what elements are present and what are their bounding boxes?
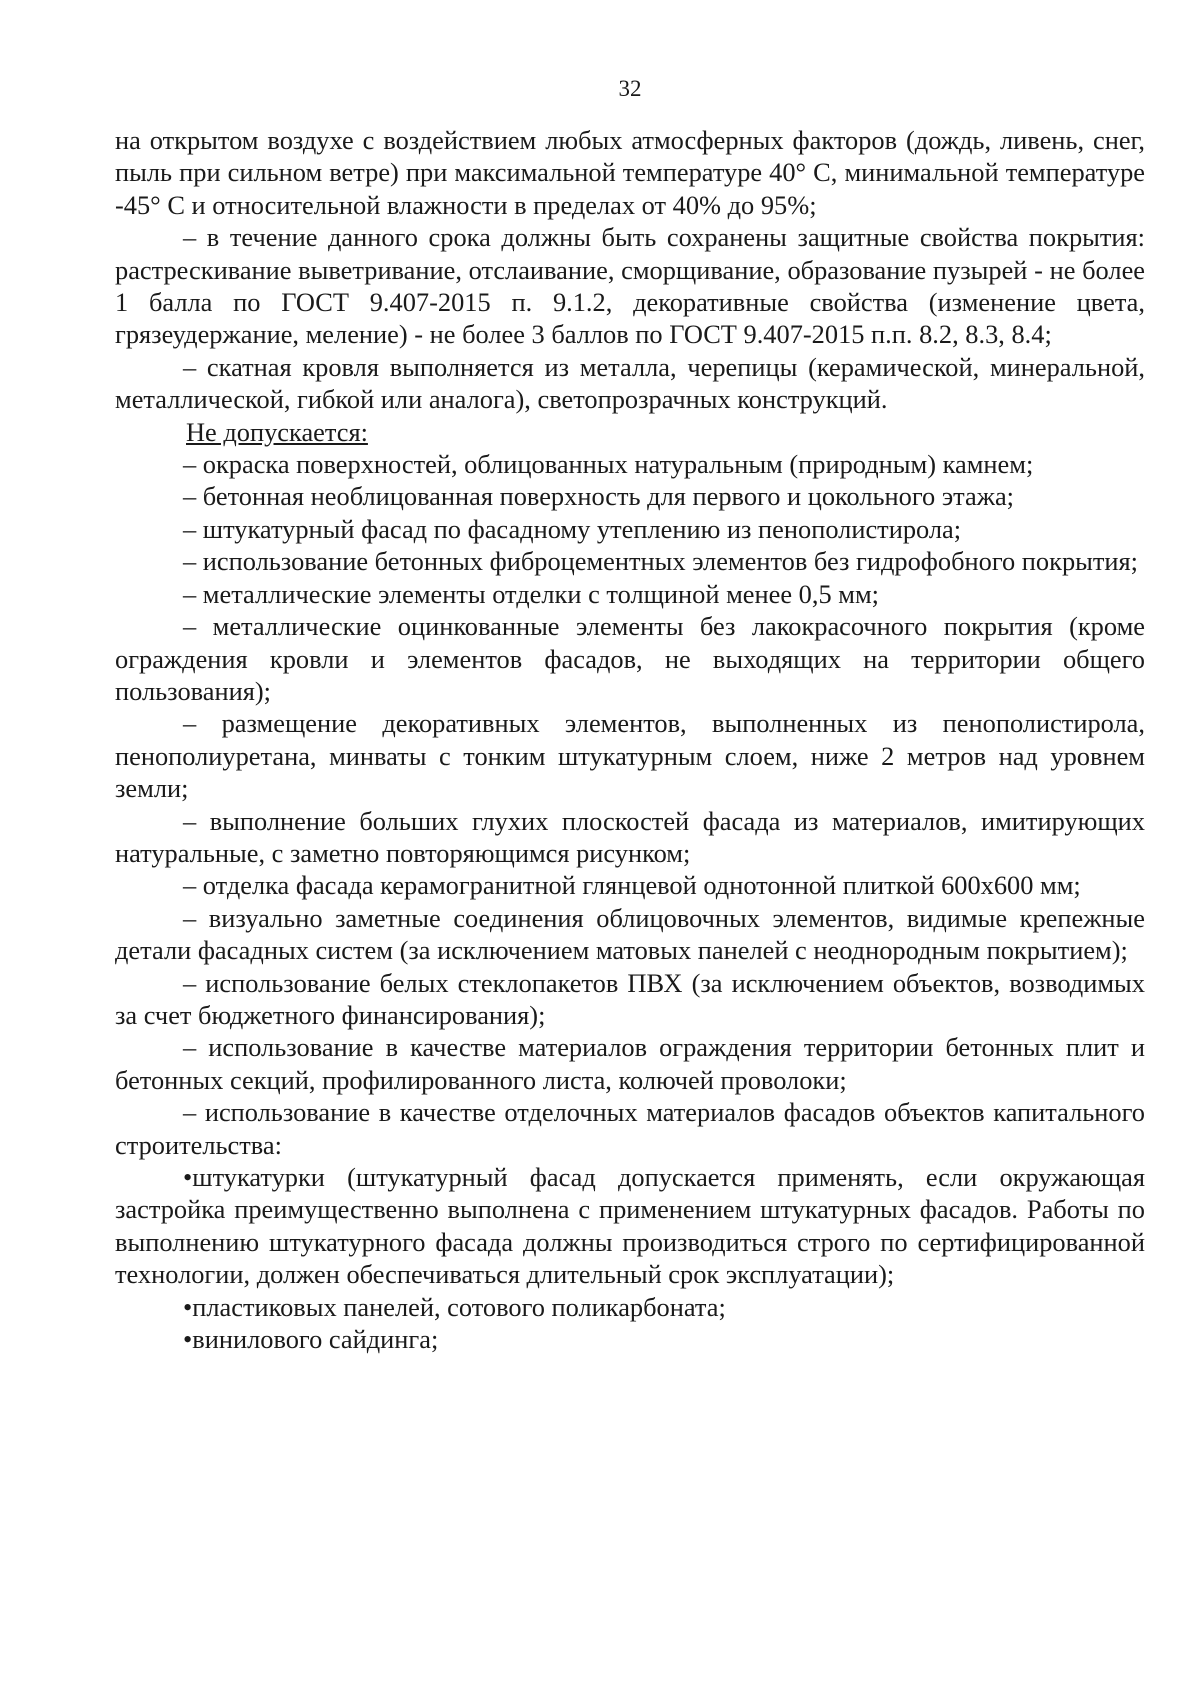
page-number: 32 [618,76,642,101]
heading-text: Не допускается: [186,416,368,447]
bullet-item [115,1161,1145,1291]
bullet-text: штукатурки (штукатурный фасад допускается применять, если окружающая застройка преимущественно выполнена с применением штукатурных фасадов. Работы по выполнению штукатурного фасада должны производиться строго по сертифицированной технологии, должен обеспечиваться длительный срок эксплуатации); [115,1162,1145,1290]
list-item: – использование белых стеклопакетов ПВХ (за исключением объектов, возводимых за счет бюджетного финансирования); [115,967,1145,1030]
list-item: – визуально заметные соединения облицовочных элементов, видимые крепежные детали фасадных систем (за исключением матовых панелей с неоднородным покрытием); [115,902,1145,966]
document-body [115,124,1145,1355]
paragraph-intro: на открытом воздухе с воздействием любых атмосферных факторов (дождь, ливень, снег, пыль при сильном ветре) при максимальной температуре 40° С, минимальной температуре -45° С и относительной влажности в пределах от 40% до 95%; [115,125,1145,220]
bullet-item [115,1291,1145,1323]
bullet-icon: • [183,1291,193,1322]
list-item: – окраска поверхностей, облицованных натуральным (природным) камнем; [183,449,1034,480]
list-item: – металлические оцинкованные элементы без лакокрасочного покрытия (кроме ограждения кровли и элементов фасадов, не выходящих на территории общего пользования); [115,611,1145,706]
bullet-text: винилового сайдинга; [192,1324,439,1355]
paragraph-protective-properties: – в течение данного срока должны быть сохранены защитные свойства покрытия: растрескивание выветривание, отслаивание, сморщивание, образование пузырей - не более 1 балла по ГОСТ 9.407-2015 п. 9.1.2, декоративные свойства (изменение цвета, грязеудержание, меление) - не более 3 баллов по ГОСТ 9.407-2015 п.п. 8.2, 8.3, 8.4; [115,222,1145,350]
list-item: – штукатурный фасад по фасадному утеплению из пенополистирола; [183,513,962,544]
list-item: – использование в качестве материалов ограждения территории бетонных плит и бетонных секций, профилированного листа, колючей проволоки; [115,1032,1145,1095]
section-heading-not-allowed [115,416,1145,448]
list-item: – выполнение больших глухих плоскостей фасада из материалов, имитирующих натуральные, с заметно повторяющимся рисунком; [115,805,1145,868]
list-item: – размещение декоративных элементов, выполненных из пенополистирола, пенополиуретана, минваты с тонким штукатурным слоем, ниже 2 метров над уровнем земли; [115,708,1145,804]
bullet-item [115,1323,1145,1355]
list-item: – использование в качестве отделочных материалов фасадов объектов капитального строительства: [115,1097,1145,1160]
bullet-text: пластиковых панелей, сотового поликарбоната; [192,1291,726,1322]
bullet-icon: • [183,1162,193,1192]
list-item: – бетонная необлицованная поверхность для первого и цокольного этажа; [183,481,1015,512]
list-item: – отделка фасада керамогранитной глянцевой однотонной плиткой 600х600 мм; [183,870,1081,901]
list-item: – металлические элементы отделки с толщиной менее 0,5 мм; [183,578,879,609]
paragraph-roof: – скатная кровля выполняется из металла, черепицы (керамической, минеральной, металлической, гибкой или аналога), светопрозрачных конструкций. [115,351,1145,415]
list-item: – использование бетонных фиброцементных элементов без гидрофобного покрытия; [183,546,1138,577]
bullet-icon: • [183,1324,193,1355]
